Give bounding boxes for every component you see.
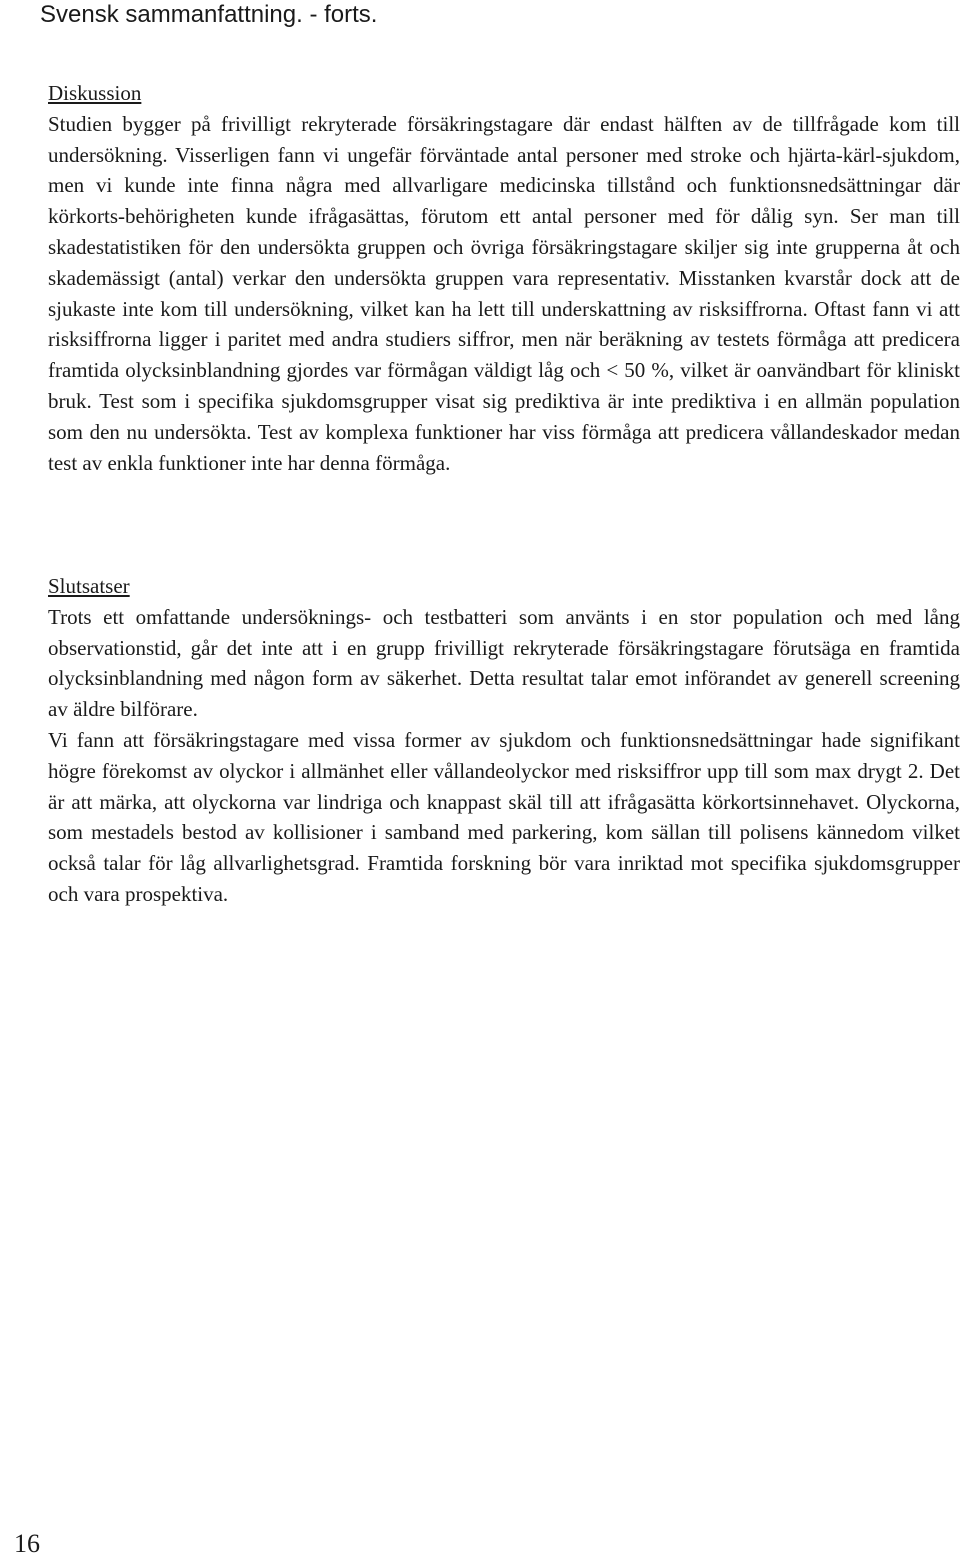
conclusions-section [48, 571, 960, 910]
discussion-section [48, 78, 960, 478]
page-header-title: Svensk sammanfattning. - forts. [40, 1, 378, 28]
discussion-heading: Diskussion [48, 81, 142, 105]
conclusions-paragraph-2: Vi fann att försäkringstagare med vissa former av sjukdom och funktionsnedsättningar hade signifikant högre förekomst av olyckor i allmänhet eller vållandeolyckor med risksiffror upp till som max drygt 2. Det är att märka, att olyckorna var lindriga och knappast skäl till att ifrågasätta körkortsinnehavet. Olyckorna, som mestadels bestod av kollisioner i samband med parkering, kom sällan till polisens kännedom vilket också talar för låg allvarlighetsgrad. Framtida forskning bör vara inriktad mot specifika sjukdomsgrupper och vara prospektiva. [48, 727, 960, 906]
conclusions-paragraph-1: Trots ett omfattande undersöknings- och testbatteri som använts i en stor population och med lång observationstid, går det inte att i en grupp frivilligt rekryterade försäkringstagare förutsäga en framtida olycksinblandning med någon form av säkerhet. Detta resultat talar emot införandet av generell screening av äldre bilförare. [48, 604, 960, 722]
page-number: 16 [14, 1529, 40, 1558]
conclusions-heading: Slutsatser [48, 574, 130, 598]
discussion-paragraph: Studien bygger på frivilligt rekryterade försäkringstagare där endast hälften av de tillfrågade kom till undersökning. Visserligen fann vi ungefär förväntade antal personer med stroke och hjärta-kärl-sjukdom, men vi kunde inte finna några med allvarligare medicinska tillstånd och funktionsnedsättningar där körkorts-behörigheten kunde ifrågasättas, förutom ett antal personer med för dålig syn. Ser man till skadestatistiken för den undersökta gruppen och övriga försäkringstagare skiljer sig inte grupperna åt och skademässigt (antal) verkar den undersökta gruppen vara representativ. Misstanken kvarstår dock att de sjukaste inte kom till undersökning, vilket kan ha lett till underskattning av risksiffrorna. Oftast fann vi att risksiffrorna ligger i paritet med andra studiers siffror, men när beräkning av testets förmåga att predicera framtida olycksinblandning gjordes var förmågan väldigt låg och < 50 %, vilket är oanvändbart för kliniskt bruk. Test som i specifika sjukdomsgrupper visat sig prediktiva är inte prediktiva i en allmän population som den nu undersökta. Test av komplexa funktioner har viss förmåga att predicera vållandeskador medan test av enkla funktioner inte har denna förmåga. [48, 111, 960, 475]
